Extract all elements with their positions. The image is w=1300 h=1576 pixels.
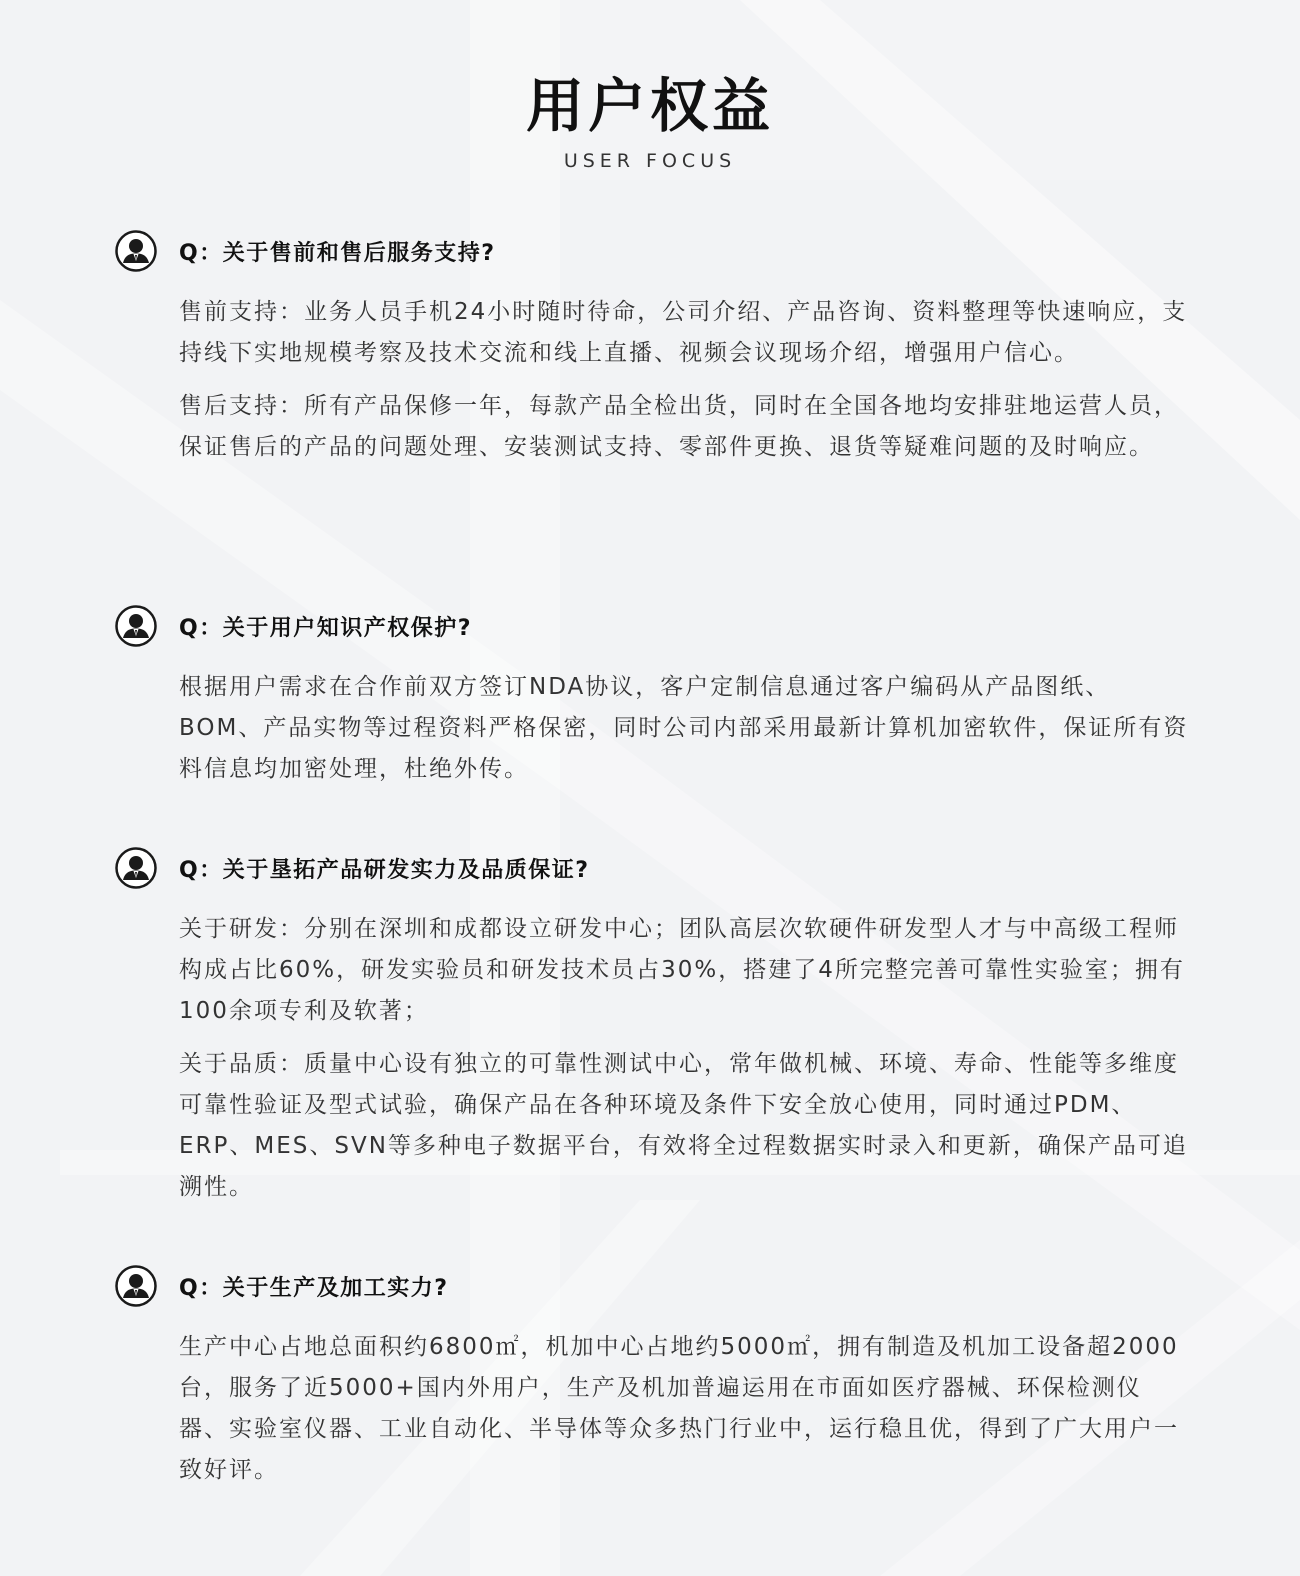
faq-answer — [179, 909, 1189, 1208]
faq-answer — [179, 292, 1189, 468]
faq-question-row — [115, 847, 1195, 889]
user-avatar-icon — [115, 847, 157, 889]
faq-question-row — [115, 1265, 1195, 1307]
answer-paragraph-rd: 关于研发：分别在深圳和成都设立研发中心；团队高层次软硬件研发型人才与中高级工程师构成占比60%，研发实验员和研发技术员占30%，搭建了4所完整完善可靠性实验室；拥有100余项专利及软著； — [179, 916, 1185, 1024]
faq-answer — [179, 667, 1189, 790]
faq-section-ip-protection — [115, 605, 1195, 802]
answer-paragraph: 生产中心占地总面积约6800㎡，机加中心占地约5000㎡，拥有制造及机加工设备超2000台，服务了近5000+国内外用户，生产及机加普遍运用在市面如医疗器械、环保检测仪器、实验室仪器、工业自动化、半导体等众多热门行业中，运行稳且优，得到了广大用户一致好评。 — [179, 1334, 1179, 1483]
faq-question: Q：关于售前和售后服务支持? — [179, 240, 496, 266]
user-avatar-icon — [115, 605, 157, 647]
faq-section-rd-quality — [115, 847, 1195, 1220]
answer-paragraph: 根据用户需求在合作前双方签订NDA协议，客户定制信息通过客户编码从产品图纸、BOM、产品实物等过程资料严格保密，同时公司内部采用最新计算机加密软件，保证所有资料信息均加密处理，杜绝外传。 — [179, 674, 1189, 782]
faq-section-production — [115, 1265, 1195, 1503]
page-subtitle: USER FOCUS — [563, 150, 737, 172]
answer-paragraph-after-sales: 售后支持：所有产品保修一年，每款产品全检出货，同时在全国各地均安排驻地运营人员，保证售后的产品的问题处理、安装测试支持、零部件更换、退货等疑难问题的及时响应。 — [179, 393, 1179, 460]
page-title: 用户权益 — [525, 72, 774, 140]
user-avatar-icon — [115, 230, 157, 272]
page-header — [0, 72, 1300, 172]
faq-question: Q：关于垦拓产品研发实力及品质保证? — [179, 857, 590, 883]
answer-paragraph-quality: 关于品质：质量中心设有独立的可靠性测试中心，常年做机械、环境、寿命、性能等多维度可靠性验证及型式试验，确保产品在各种环境及条件下安全放心使用，同时通过PDM、ERP、MES、SVN等多种电子数据平台，有效将全过程数据实时录入和更新，确保产品可追溯性。 — [179, 1051, 1188, 1200]
user-avatar-icon — [115, 1265, 157, 1307]
faq-question-row — [115, 605, 1195, 647]
faq-section-pre-after-sales — [115, 230, 1195, 480]
faq-question: Q：关于用户知识产权保护? — [179, 615, 472, 641]
answer-paragraph-pre-sales: 售前支持：业务人员手机24小时随时待命，公司介绍、产品咨询、资料整理等快速响应，支持线下实地规模考察及技术交流和线上直播、视频会议现场介绍，增强用户信心。 — [179, 299, 1188, 366]
faq-question-row — [115, 230, 1195, 272]
faq-answer — [179, 1327, 1189, 1491]
faq-question: Q：关于生产及加工实力? — [179, 1275, 449, 1301]
